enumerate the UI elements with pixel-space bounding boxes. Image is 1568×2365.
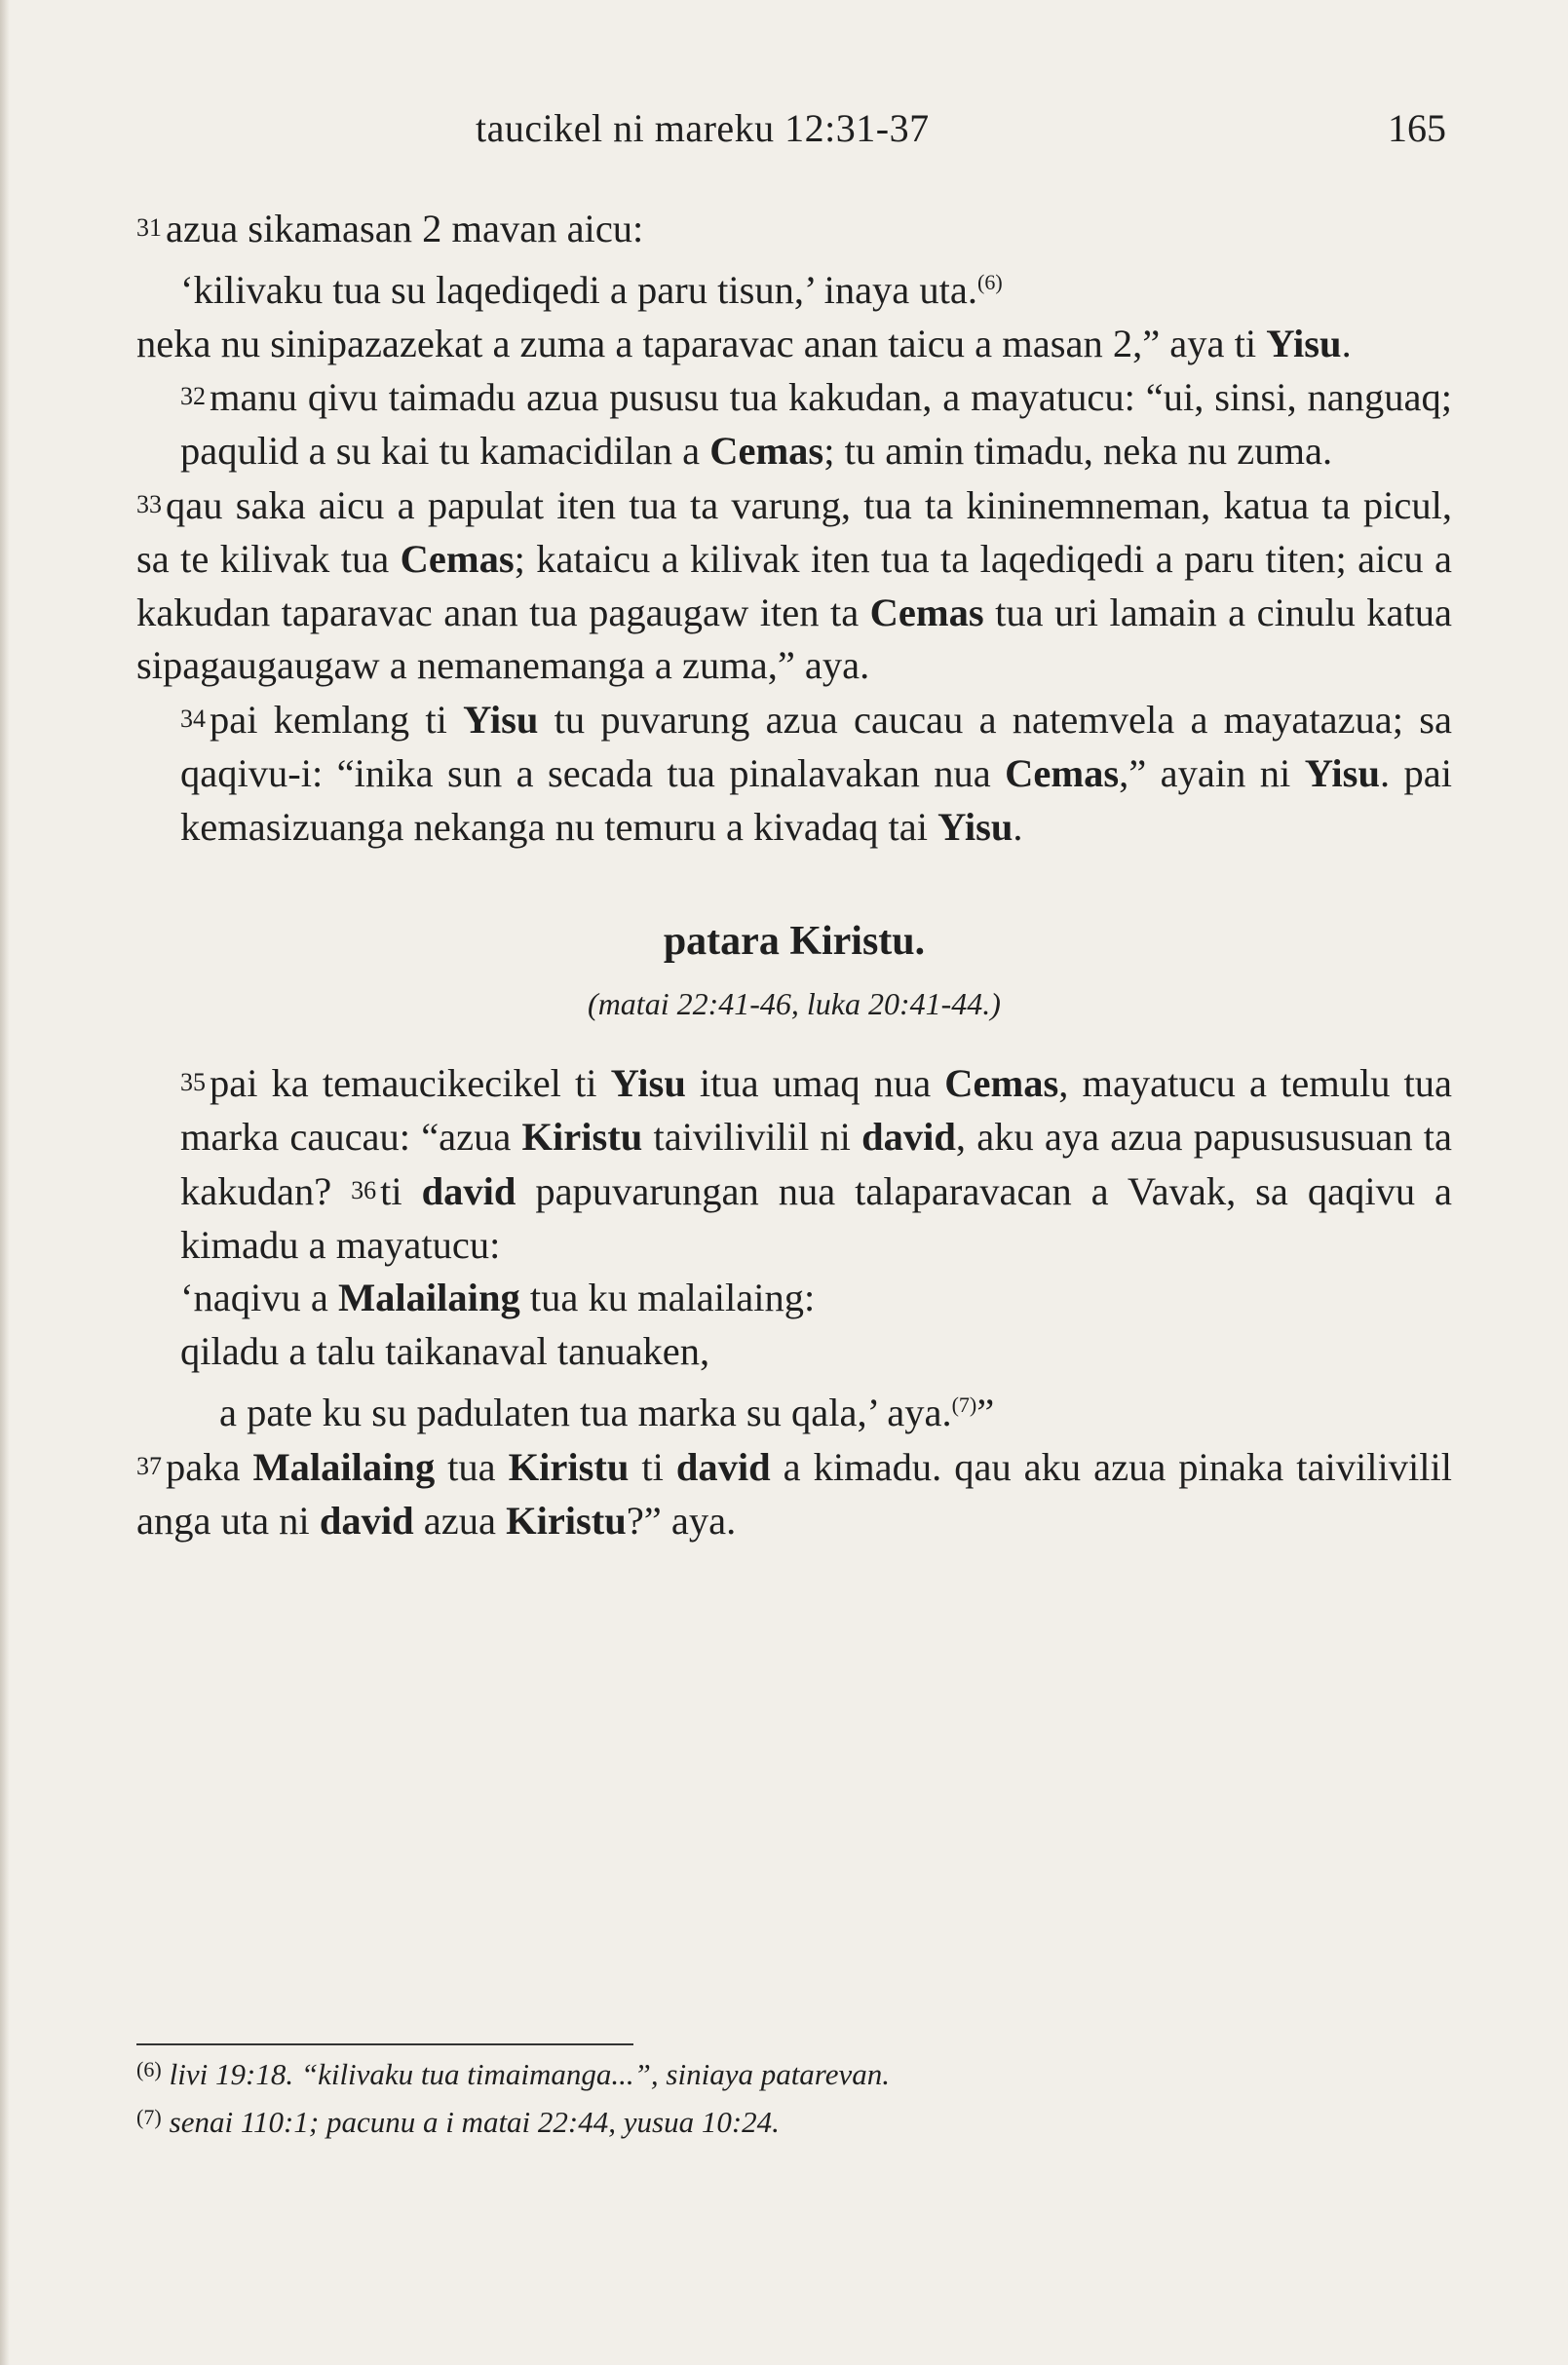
section-heading: patara Kiristu. [663, 918, 926, 964]
verse-number: 33 [136, 489, 162, 518]
verse-37: 37paka Malailaing tua Kiristu ti david a kimadu. qau aku azua pinaka taivilivilil anga uta ni david azua Kiristu?” aya. [136, 1444, 1452, 1543]
poem-line-1: ‘naqivu a Malailaing tua ku malailaing: [180, 1276, 816, 1320]
verse-32: 32manu qivu taimadu azua pususu tua kakudan, a mayatucu: “ui, sinsi, nanguaq; paqulid a su kai tu kamacidilan a Cemas; tu amin timadu, neka nu zuma. [180, 375, 1452, 474]
verse-number: 35 [180, 1068, 206, 1097]
verse-33: 33qau saka aicu a papulat iten tua ta varung, tua ta kininemneman, katua ta picul, sa te kilivak tua Cemas; kataicu a kilivak iten tua ta laqediqedi a paru titen; aicu a kakudan taparavac anan tua pagaugaw iten ta Cemas tua uri lamain a cinulu katua sipagaugaugaw a nemanemanga a zuma,” aya. [136, 482, 1452, 688]
running-header [0, 105, 1568, 164]
footnotes [136, 2048, 1452, 2144]
poem-line-3: a pate ku su padulaten tua marka su qala,’ aya.$^{(7)}$” [219, 1390, 995, 1434]
footnote-ref: (7) [951, 1392, 977, 1417]
verse-number: 32 [180, 382, 206, 411]
parallel-references: (matai 22:41-46, luka 20:41-44.) [588, 986, 1001, 1022]
page-number: 165 [1388, 106, 1446, 150]
verse-number: 34 [180, 705, 206, 734]
verse-number: 36 [351, 1175, 377, 1204]
verse-34: 34pai kemlang ti Yisu tu puvarung azua caucau a natemvela a mayatazua; sa qaqivu-i: “inika sun a secada tua pinalavakan nua Cemas,” ayain ni Yisu. pai kemasizuanga nekanga nu temuru a kivadaq tai Yisu. [180, 698, 1452, 849]
verse-31: 31azua sikamasan 2 mavan aicu: [136, 207, 644, 250]
verse-number: 31 [136, 213, 162, 242]
footnote-7: $^{(7)}$ senai 110:1; pacunu a i matai 22:44, yusua 10:24. [136, 2105, 780, 2139]
verse-31-cont: neka nu sinipazazekat a zuma a taparavac anan taicu a masan 2,” aya ti Yisu. [136, 321, 1352, 365]
running-title: taucikel ni mareku 12:31-37 [476, 106, 930, 150]
page-spine-shadow [0, 0, 10, 2365]
verse-35-36: 35pai ka temaucikecikel ti Yisu itua umaq nua Cemas, mayatucu a temulu tua marka caucau: “azua Kiristu taivilivilil ni david, aku aya azua papusususuan ta kakudan? 36ti david papuvarungan nua talaparavacan a Vavak, sa qaqivu a kimadu a mayatucu: [180, 1061, 1453, 1267]
verse-number: 37 [136, 1451, 162, 1480]
footnote-ref: (6) [977, 269, 1003, 294]
scripture-text [136, 202, 1452, 1547]
footnote-divider [136, 2043, 633, 2045]
verse-31-quote: ‘kilivaku tua su laqediqedi a paru tisun,’ inaya uta.$^{(6)}$ [180, 267, 1003, 312]
poem-line-2: qiladu a talu taikanaval tanuaken, [180, 1329, 710, 1374]
footnote-6: $^{(6)}$ livi 19:18. “kilivaku tua timaimanga...”, siniaya patarevan. [136, 2057, 890, 2091]
